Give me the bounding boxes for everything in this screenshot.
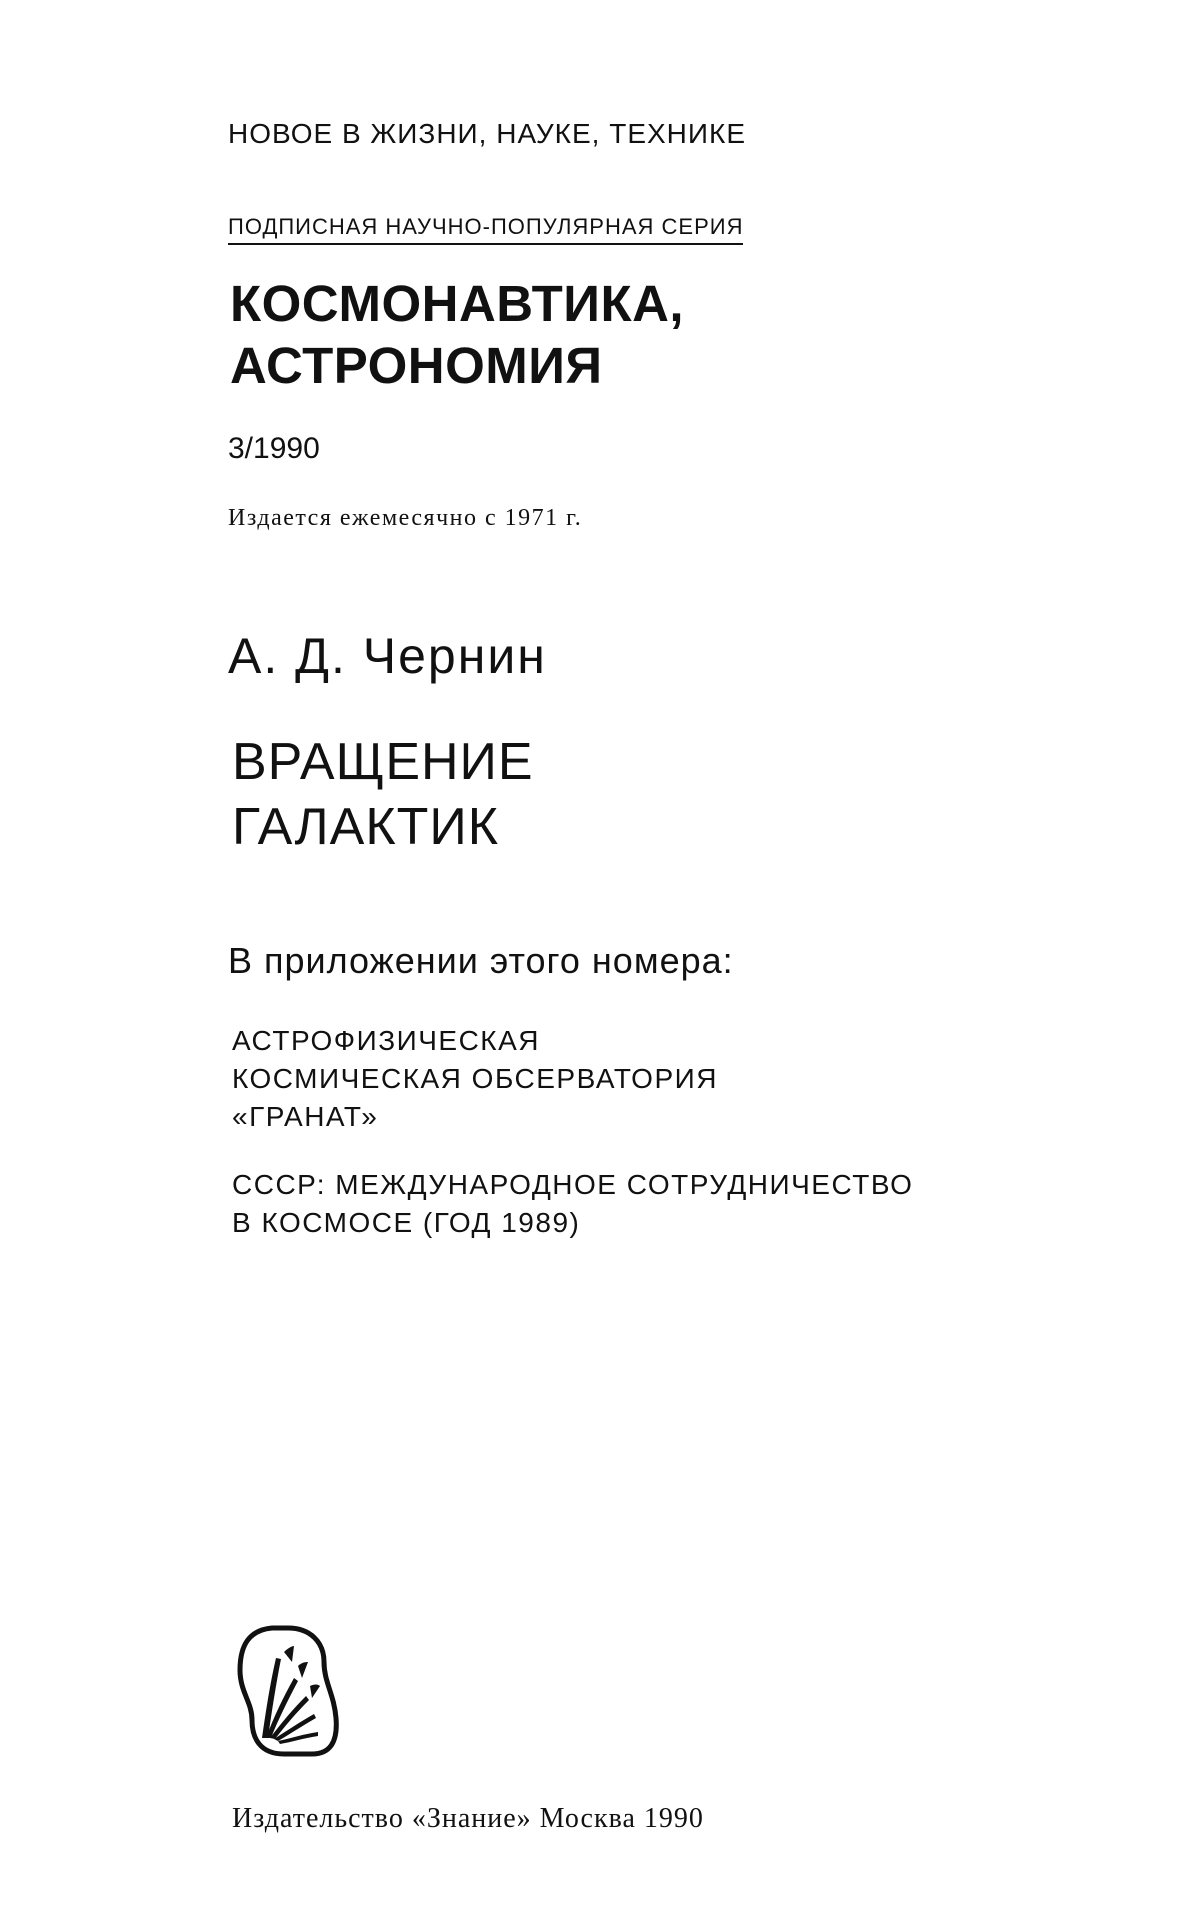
publisher-logo-icon: [232, 1622, 344, 1760]
author-name: А. Д. Чернин: [228, 628, 547, 684]
appendix-label: В приложении этого номера:: [228, 940, 734, 981]
appendix-item-line: СССР: МЕЖДУНАРОДНОЕ СОТРУДНИЧЕСТВО: [232, 1169, 914, 1200]
series-title-line: КОСМОНАВТИКА,: [230, 275, 685, 332]
series-name: НОВОЕ В ЖИЗНИ, НАУКЕ, ТЕХНИКЕ: [228, 118, 747, 149]
book-title-line: ВРАЩЕНИЕ: [232, 733, 534, 791]
series-title-line: АСТРОНОМИЯ: [230, 337, 603, 394]
book-title-line: ГАЛАКТИК: [232, 798, 500, 856]
appendix-item-line: КОСМИЧЕСКАЯ ОБСЕРВАТОРИЯ: [232, 1063, 718, 1094]
appendix-item-line: «ГРАНАТ»: [232, 1101, 379, 1132]
publication-frequency: Издается ежемесячно с 1971 г.: [228, 505, 583, 531]
appendix-item: [232, 1022, 718, 1136]
appendix-item-line: АСТРОФИЗИЧЕСКАЯ: [232, 1025, 541, 1056]
series-title: [230, 273, 684, 397]
book-title: [232, 730, 534, 860]
subscription-series-label: ПОДПИСНАЯ НАУЧНО-ПОПУЛЯРНАЯ СЕРИЯ: [228, 214, 743, 245]
appendix-item: [232, 1166, 913, 1242]
appendix-item-line: В КОСМОСЕ (ГОД 1989): [232, 1207, 581, 1238]
issue-number: 3/1990: [228, 432, 320, 465]
publisher-imprint: Издательство «Знание» Москва 1990: [232, 1803, 704, 1834]
